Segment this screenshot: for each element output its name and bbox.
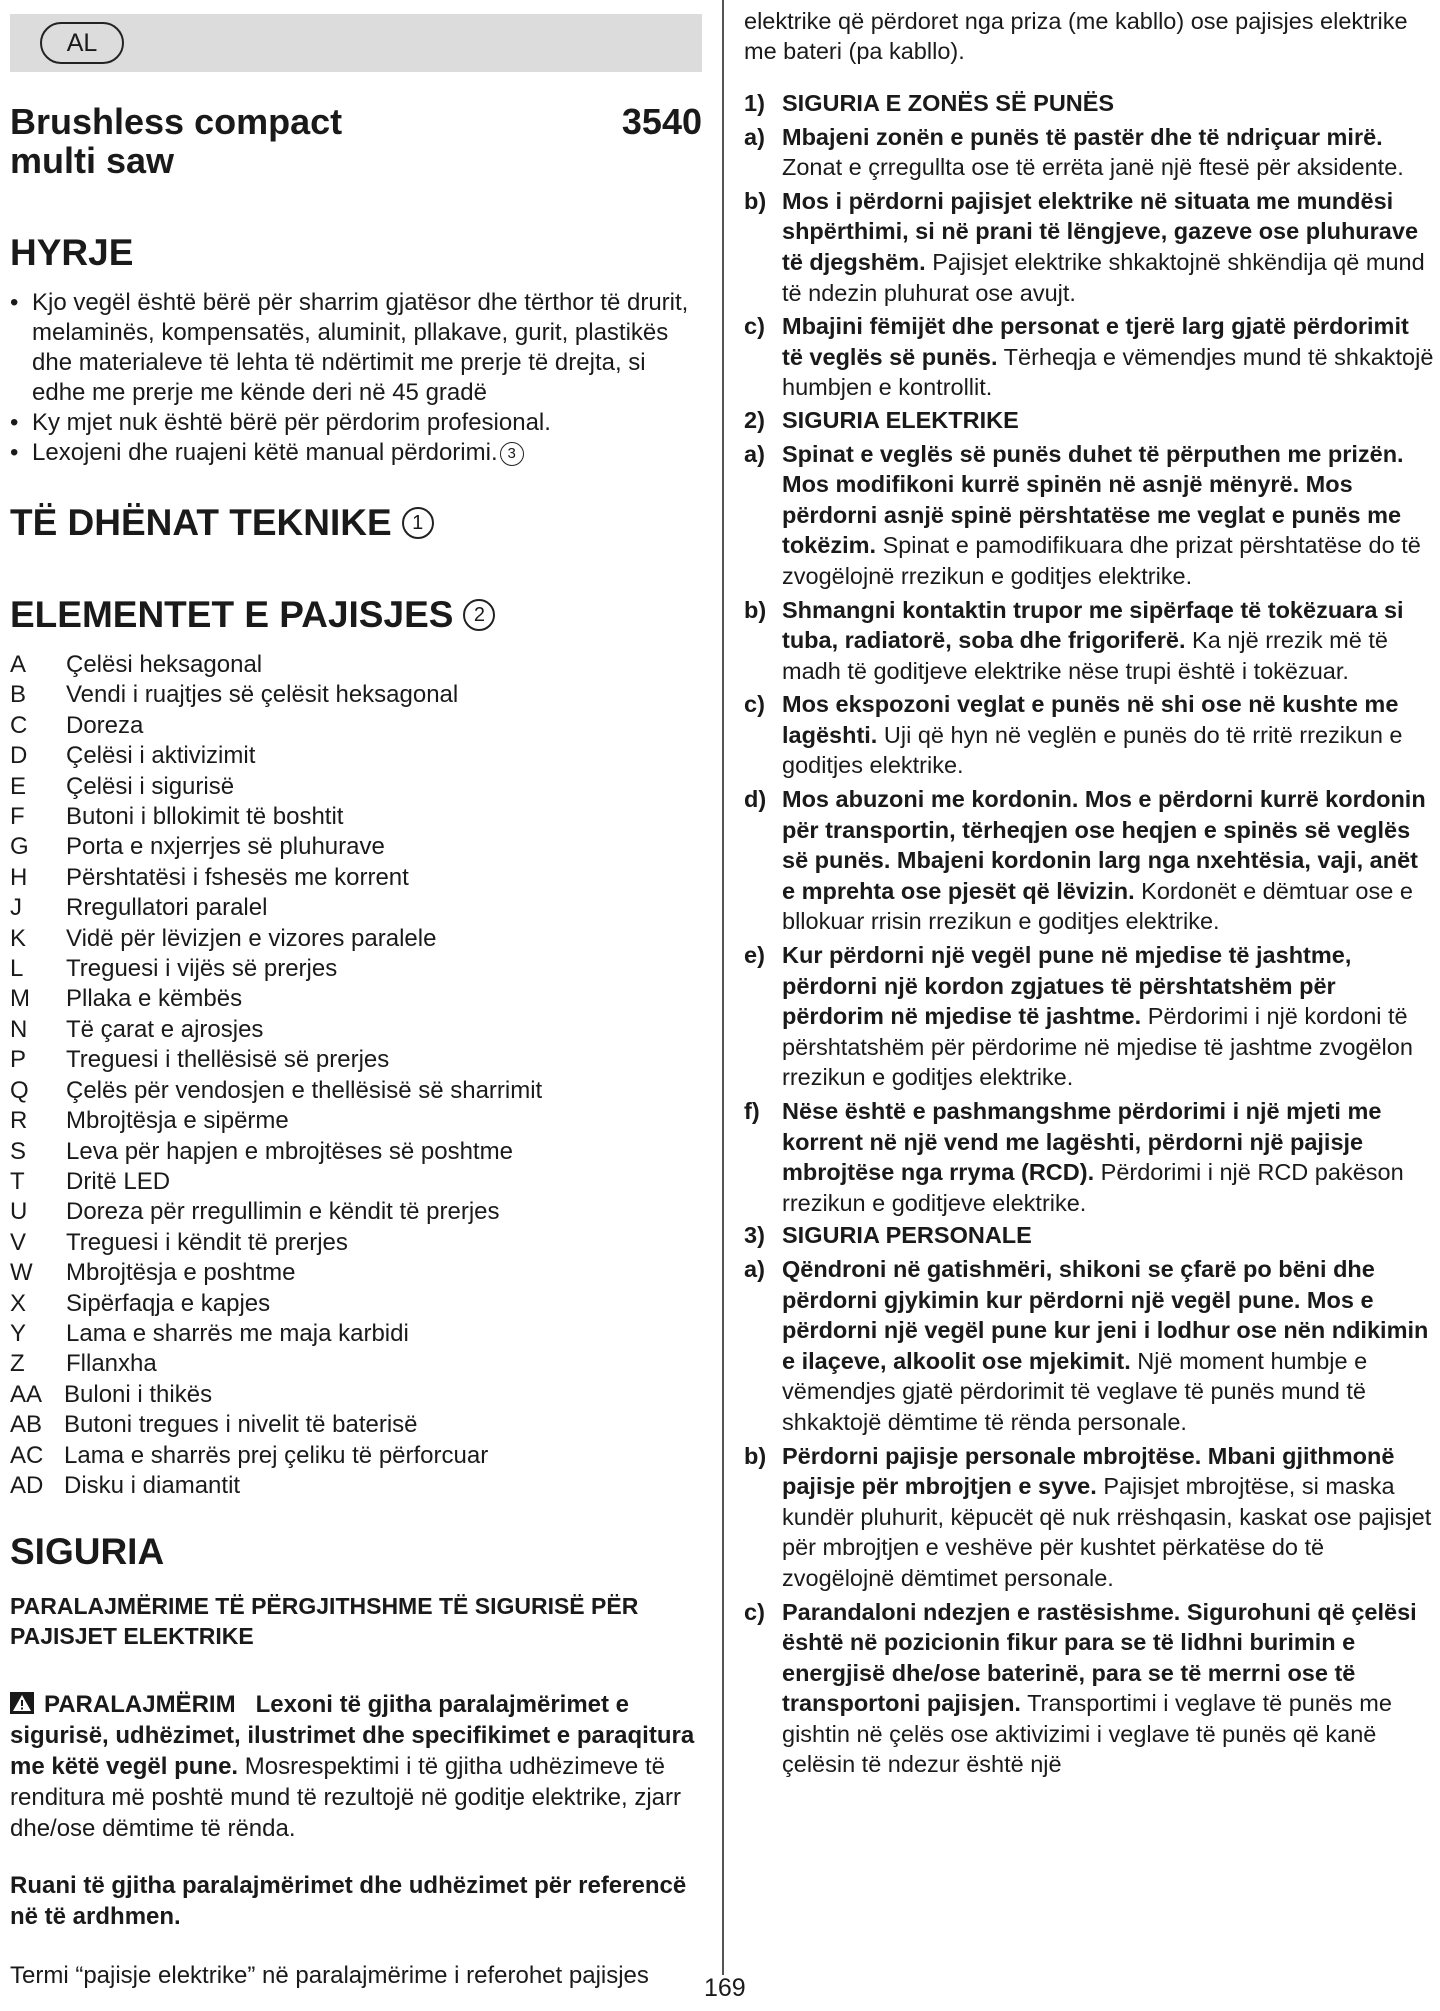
warning-bold: Lexoni të gjitha paralajmërimet e sigurisë, udhëzimet, ilustrimet dhe specifikimet e paraqitura me këtë vegël pune. bbox=[10, 1691, 695, 1781]
safety-item-label: f) bbox=[744, 1098, 760, 1124]
section-title: SIGURIA ELEKTRIKE bbox=[782, 406, 1019, 433]
figure-ref-3: 3 bbox=[500, 442, 524, 466]
element-label: Sipërfaqja e kapjes bbox=[66, 1289, 271, 1317]
element-code: AD bbox=[10, 1471, 44, 1499]
element-code: R bbox=[10, 1107, 28, 1135]
language-badge: AL bbox=[40, 22, 124, 64]
element-code: K bbox=[10, 924, 27, 952]
safety-item-text bbox=[782, 784, 1434, 937]
section-heading bbox=[744, 1220, 1434, 1251]
section-title: SIGURIA PERSONALE bbox=[782, 1222, 1032, 1249]
element-code: F bbox=[10, 803, 25, 831]
element-row bbox=[10, 772, 702, 802]
safety-item bbox=[744, 784, 1434, 937]
model-number: 3540 bbox=[621, 101, 702, 142]
element-row bbox=[10, 1349, 702, 1379]
safety-item-bold: Mos i përdorni pajisjet elektrike në situata me mundësi shpërthimi, si në prani të lëngjeve, gazeve ose pluhurave të djegshëm. bbox=[782, 187, 1419, 275]
safety-item-label: d) bbox=[744, 786, 767, 813]
element-label: Butoni tregues i nivelit të baterisë bbox=[64, 1411, 418, 1439]
element-code: H bbox=[10, 863, 28, 891]
element-code: D bbox=[10, 742, 28, 770]
safety-item-label: c) bbox=[744, 1598, 765, 1625]
right-column bbox=[744, 6, 1434, 1780]
safety-item-bold: Nëse është e pashmangshme përdorimi i një mjeti me korrent në një vend me lagështi, përdorni një pajisje mbrojtëse nga rryma (RCD). bbox=[782, 1098, 1382, 1186]
left-column bbox=[10, 0, 702, 1991]
element-row bbox=[10, 1289, 702, 1319]
element-row bbox=[10, 1045, 702, 1075]
element-code: Q bbox=[10, 1076, 29, 1104]
safety-item-label: a) bbox=[744, 123, 765, 150]
element-label: Treguesi i thellësisë së prerjes bbox=[66, 1046, 390, 1074]
element-row bbox=[10, 954, 702, 984]
element-label: Pllaka e këmbës bbox=[66, 985, 243, 1013]
element-row bbox=[10, 711, 702, 741]
element-row bbox=[10, 1106, 702, 1136]
element-label: Disku i diamantit bbox=[64, 1471, 241, 1499]
element-row bbox=[10, 1137, 702, 1167]
element-label: Leva për hapjen e mbrojtëses së poshtme bbox=[66, 1137, 513, 1165]
safety-item-body: Spinat e pamodifikuara dhe prizat përshtatëse do të zvogëlojnë rrezikun e goditjes elektrike. bbox=[782, 532, 1421, 589]
element-row bbox=[10, 1228, 702, 1258]
element-row bbox=[10, 893, 702, 923]
intro-bullet: • Ky mjet nuk është bërë për përdorim profesional. bbox=[10, 408, 702, 438]
element-row bbox=[10, 1380, 702, 1410]
term-continuation: elektrike që përdoret nga priza (me kabllo) ose pajisjes elektrike me bateri (pa kabllo). bbox=[744, 8, 1408, 64]
safety-item bbox=[744, 689, 1434, 781]
safety-item-label: c) bbox=[744, 691, 765, 718]
intro-bullets bbox=[10, 288, 702, 468]
element-row bbox=[10, 650, 702, 680]
term-definition: Termi “pajisje elektrike” në paralajmërime i referohet pajisjes bbox=[10, 1962, 649, 1990]
element-label: Doreza bbox=[66, 711, 144, 739]
safety-item-body: Përdorimi i një RCD pakëson rrezikun e goditjeve elektrike. bbox=[782, 1159, 1404, 1216]
safety-item-body: Pajisjet mbrojtëse, si maska kundër pluhurit, këpucët që nuk rrëshqasin, kaskat ose pajisjet për mbrojtjen e veshëve për kushtet përkatëse do të zvogëlojnë dëmtimet personale. bbox=[782, 1473, 1432, 1591]
safety-item-body: Një moment humbje e vëmendjes gjatë përdorimit të veglave të punës mund të shkaktojë dëmtime të rënda personale. bbox=[782, 1347, 1368, 1435]
safety-item-text bbox=[782, 1441, 1434, 1594]
element-code: L bbox=[10, 955, 24, 983]
section-number: 3) bbox=[744, 1222, 765, 1249]
element-label: Vendi i ruajtjes së çelësit heksagonal bbox=[66, 681, 459, 709]
element-label: Butoni i bllokimit të boshtit bbox=[66, 803, 344, 831]
safety-item-bold: Qëndroni në gatishmëri, shikoni se çfarë po bëni dhe përdorni gjykimin kur përdorni një vegël pune. Mos e përdorni një vegël pune kur jeni i lodhur ose nën ndikimin e ilaçeve, alkoolit ose mjekimit. bbox=[782, 1255, 1429, 1374]
safety-item-text bbox=[782, 1597, 1434, 1781]
element-row bbox=[10, 832, 702, 862]
element-code: B bbox=[10, 681, 27, 709]
element-label: Mbrojtësja e sipërme bbox=[66, 1107, 289, 1135]
safety-item-bold: Mbajini fëmijët dhe personat e tjerë larg gjatë përdorimit të veglës së punës. bbox=[782, 313, 1409, 370]
element-row bbox=[10, 1258, 702, 1288]
section-heading bbox=[744, 88, 1434, 119]
safety-item bbox=[744, 1597, 1434, 1781]
figure-ref-2: 2 bbox=[463, 599, 495, 631]
element-label: Çelësi i aktivizimit bbox=[66, 742, 256, 770]
safety-subheading: PARALAJMËRIME TË PËRGJITHSHME TË SIGURISË PËR PAJISJET ELEKTRIKE bbox=[10, 1593, 639, 1650]
safety-item-body: Kordonët e dëmtuar ose e bllokuar rrisin rrezikun e goditjes elektrike. bbox=[782, 877, 1413, 935]
element-label: Çelësi heksagonal bbox=[66, 651, 263, 678]
safety-item-text bbox=[782, 1254, 1434, 1438]
safety-item-text bbox=[782, 122, 1434, 183]
element-code: A bbox=[10, 651, 27, 678]
element-label: Rregullatori paralel bbox=[66, 894, 268, 922]
element-row bbox=[10, 802, 702, 832]
element-code: U bbox=[10, 1198, 28, 1226]
safety-item-label: b) bbox=[744, 596, 767, 623]
element-label: Mbrojtësja e poshtme bbox=[66, 1259, 296, 1287]
element-label: Buloni i thikës bbox=[64, 1380, 213, 1408]
general-warning bbox=[10, 1689, 702, 1844]
safety-item-label: e) bbox=[744, 942, 765, 969]
element-code: N bbox=[10, 1015, 28, 1043]
element-row bbox=[10, 1197, 702, 1227]
element-code: T bbox=[10, 1167, 25, 1195]
element-label: Vidë për lëvizjen e vizores paralele bbox=[66, 924, 437, 952]
element-label: Treguesi i këndit të prerjes bbox=[66, 1228, 348, 1256]
element-label: Çelësi i sigurisë bbox=[66, 772, 235, 800]
safety-item-body: Përdorimi i një kordoni të përshtatshëm për përdorime në mjedise të jashtme zvogëlon rrezikun e goditjes elektrike. bbox=[782, 1003, 1413, 1091]
element-code: S bbox=[10, 1137, 27, 1165]
element-code: AA bbox=[10, 1380, 43, 1408]
element-code: Y bbox=[10, 1319, 27, 1347]
safety-heading-text: SIGURIA bbox=[10, 1531, 165, 1573]
intro-bullet: • Kjo vegël është bërë për sharrim gjatësor dhe tërthor të drurit, melaminës, kompensatës, aluminit, pllakave, gurit, plastikës dhe materialeve të lehta të ndërtimit me prerje të drejta, si edhe me prerje me kënde deri në 45 gradë bbox=[10, 288, 702, 408]
product-name: Brushless compact multi saw bbox=[10, 101, 343, 181]
safety-item-label: a) bbox=[744, 1255, 765, 1282]
element-label: Dritë LED bbox=[66, 1167, 171, 1195]
safety-item bbox=[744, 122, 1434, 183]
safety-item-body: Tërheqja e vëmendjes mund të shkaktojë humbjen e kontrollit. bbox=[782, 343, 1434, 401]
element-label: Lama e sharrës me maja karbidi bbox=[66, 1319, 409, 1347]
safety-item-label: c) bbox=[744, 313, 765, 340]
element-row bbox=[10, 1319, 702, 1349]
element-code: C bbox=[10, 711, 28, 739]
element-code: M bbox=[10, 985, 30, 1013]
safety-item-body: Ka një rrezik më të madh të goditjeve elektrike nëse trupi është i tokëzuar. bbox=[782, 627, 1388, 684]
intro-heading bbox=[10, 232, 702, 274]
element-row bbox=[10, 1471, 702, 1501]
intro-heading-text: HYRJE bbox=[10, 232, 134, 273]
safety-item bbox=[744, 1254, 1434, 1438]
safety-item bbox=[744, 1096, 1434, 1218]
warning-word: PARALAJMËRIM bbox=[44, 1691, 236, 1719]
element-code: AB bbox=[10, 1411, 43, 1439]
element-row bbox=[10, 1410, 702, 1440]
element-code: Z bbox=[10, 1350, 25, 1378]
safety-heading bbox=[10, 1531, 702, 1573]
safety-item-body: Transportimi i veglave të punës me gishtin në çelës ose aktivizimi i veglave të punës që kanë çelësin të ndezur është një bbox=[782, 1690, 1392, 1778]
safety-item-bold: Shmangni kontaktin trupor me sipërfaqe të tokëzuara si tuba, radiatorë, soba dhe frigoriferë. bbox=[782, 596, 1404, 654]
safety-item-label: b) bbox=[744, 1442, 767, 1469]
warning-text: Mosrespektimi i të gjitha udhëzimeve të renditura më poshtë mund të rezultojë në goditje elektrike, zjarr dhe/ose dëmtime të rënda. bbox=[10, 1753, 682, 1843]
elements-heading bbox=[10, 594, 702, 636]
safety-item-bold: Kur përdorni një vegël pune në mjedise të jashtme, përdorni një kordon zgjatues të përshtatshëm për përdorim në mjedise të jashtme. bbox=[782, 942, 1352, 1030]
element-label: Porta e nxjerrjes së pluhurave bbox=[66, 833, 385, 861]
section-heading bbox=[744, 405, 1434, 436]
page-number: 169 bbox=[704, 1974, 746, 2002]
section-number: 1) bbox=[744, 90, 765, 116]
warning-triangle-icon bbox=[10, 1692, 34, 1714]
safety-item-text bbox=[782, 940, 1434, 1093]
safety-item-text bbox=[782, 439, 1434, 592]
element-row bbox=[10, 1076, 702, 1106]
safety-item-bold: Mos ekspozoni veglat e punës në shi ose në kushte me lagështi. bbox=[782, 691, 1399, 748]
element-code: G bbox=[10, 833, 29, 861]
safety-item-text bbox=[782, 595, 1434, 687]
element-label: Doreza për rregullimin e këndit të prerjes bbox=[66, 1198, 500, 1226]
elements-list bbox=[10, 650, 702, 1501]
safety-item-text bbox=[782, 689, 1434, 781]
safety-item bbox=[744, 940, 1434, 1093]
element-label: Çelës për vendosjen e thellësisë së sharrimit bbox=[66, 1076, 543, 1104]
element-label: Të çarat e ajrosjes bbox=[66, 1015, 264, 1043]
element-row bbox=[10, 924, 702, 954]
figure-ref-1: 1 bbox=[402, 507, 434, 539]
element-label: Përshtatësi i fshesës me korrent bbox=[66, 863, 409, 891]
tech-data-heading bbox=[10, 502, 702, 544]
safety-sections bbox=[744, 88, 1434, 1780]
safety-item-text bbox=[782, 311, 1434, 403]
element-label: Lama e sharrës prej çeliku të përforcuar bbox=[64, 1441, 489, 1469]
safety-item-bold: Parandaloni ndezjen e rastësishme. Sigurohuni që çelësi është në pozicionin fikur para se të lidhni burimin e energjisë dhe/ose baterinë, para se të merrni ose të transportoni pajisjen. bbox=[782, 1598, 1417, 1717]
safety-item bbox=[744, 439, 1434, 592]
element-code: V bbox=[10, 1228, 27, 1256]
keep-instructions: Ruani të gjitha paralajmërimet dhe udhëzimet për referencë në të ardhmen. bbox=[10, 1872, 687, 1931]
intro-bullet-text: Lexojeni dhe ruajeni këtë manual përdorimi. bbox=[32, 439, 498, 466]
elements-heading-text: ELEMENTET E PAJISJES bbox=[10, 594, 454, 635]
section-number: 2) bbox=[744, 406, 765, 433]
element-row bbox=[10, 863, 702, 893]
safety-item bbox=[744, 311, 1434, 403]
safety-item-bold: Mos abuzoni me kordonin. Mos e përdorni kurrë kordonin për transportin, tërheqjen ose heqjen e spinës së veglës së punës. Mbajeni kordonin larg nga nxehtësia, vaji, anët e mprehta ose pjesët që lëvizin. bbox=[782, 786, 1426, 904]
safety-item-text bbox=[782, 1096, 1434, 1218]
element-row bbox=[10, 1167, 702, 1197]
safety-item-bold: Spinat e veglës së punës duhet të përputhen me prizën. Mos modifikoni kurrë spinën në asnjë mënyrë. Mos përdorni asnjë spinë përshtatëse me veglat e punës me tokëzim. bbox=[782, 440, 1404, 559]
element-code: E bbox=[10, 772, 27, 800]
safety-item-label: b) bbox=[744, 187, 767, 214]
element-code: P bbox=[10, 1046, 27, 1074]
section-title: SIGURIA E ZONËS SË PUNËS bbox=[782, 90, 1115, 116]
element-row bbox=[10, 680, 702, 710]
safety-item-body: Zonat e çrregullta ose të errëta janë një ftesë për aksidente. bbox=[782, 154, 1404, 181]
tech-data-heading-text: TË DHËNAT TEKNIKE bbox=[10, 502, 392, 543]
safety-item-label: a) bbox=[744, 440, 765, 467]
element-code: X bbox=[10, 1289, 27, 1317]
element-code: J bbox=[10, 894, 22, 922]
element-label: Treguesi i vijës së prerjes bbox=[66, 955, 338, 983]
language-bar bbox=[10, 14, 702, 72]
element-row bbox=[10, 1441, 702, 1471]
safety-item-bold: Përdorni pajisje personale mbrojtëse. Mbani gjithmonë pajisje për mbrojtjen e syve. bbox=[782, 1442, 1395, 1500]
intro-bullet bbox=[10, 438, 702, 468]
element-row bbox=[10, 984, 702, 1014]
safety-item bbox=[744, 1441, 1434, 1594]
product-title bbox=[10, 102, 702, 180]
safety-item bbox=[744, 595, 1434, 687]
safety-item bbox=[744, 186, 1434, 308]
element-code: AC bbox=[10, 1441, 44, 1469]
element-code: W bbox=[10, 1259, 33, 1287]
column-divider bbox=[722, 0, 724, 1975]
element-row bbox=[10, 741, 702, 771]
element-label: Fllanxha bbox=[66, 1350, 157, 1378]
safety-item-body: Uji që hyn në veglën e punës do të rritë rrezikun e goditjes elektrike. bbox=[782, 721, 1403, 779]
safety-item-bold: Mbajeni zonën e punës të pastër dhe të ndriçuar mirë. bbox=[782, 123, 1383, 150]
element-row bbox=[10, 1015, 702, 1045]
safety-item-body: Pajisjet elektrike shkaktojnë shkëndija që mund të ndezin pluhurat ose avujt. bbox=[782, 248, 1425, 306]
safety-item-text bbox=[782, 186, 1434, 308]
